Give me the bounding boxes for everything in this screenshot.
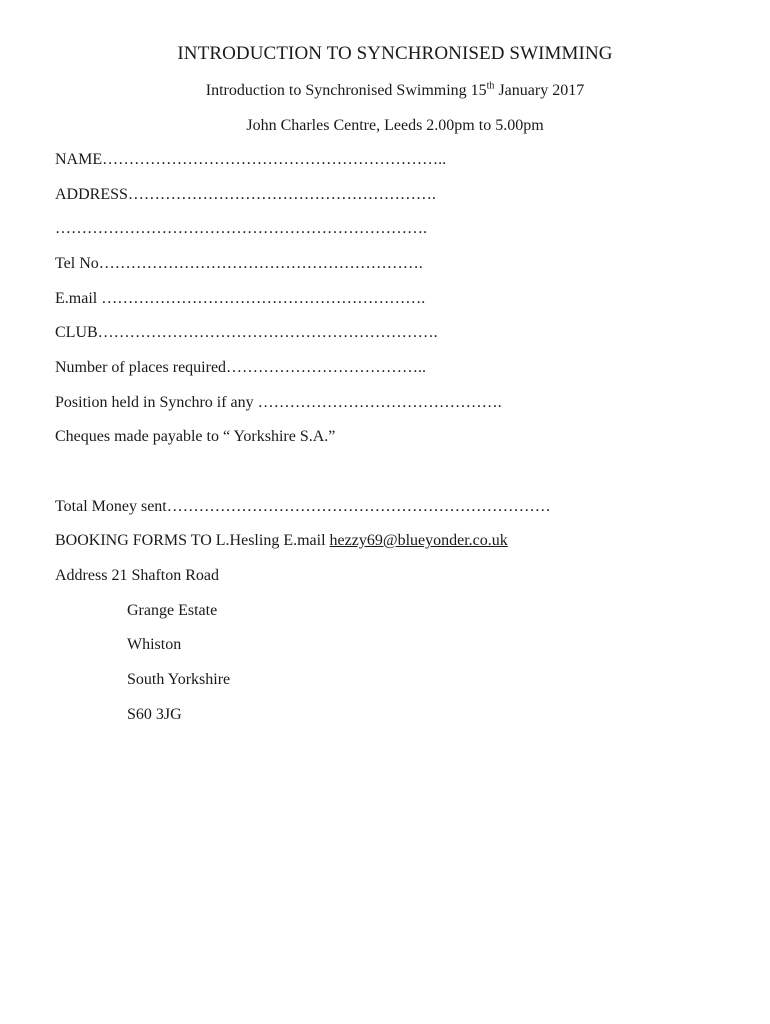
address-label: Address 21 Shafton Road: [55, 567, 219, 584]
address-continuation-field: …………………………………………………………….: [55, 220, 427, 237]
address-line-3: Whiston: [127, 636, 182, 653]
cheques-note: Cheques made payable to “ Yorkshire S.A.”: [55, 428, 336, 445]
email-field: E.mail …………………………………………………….: [55, 290, 426, 307]
address-line-2: Grange Estate: [127, 602, 218, 619]
event-day-suffix: th: [486, 80, 495, 92]
club-field: CLUB……………………………………………………….: [55, 324, 438, 341]
address-postcode: S60 3JG: [127, 706, 182, 723]
event-month-year: January 2017: [494, 82, 585, 99]
position-field: Position held in Synchro if any ……………………………………….: [55, 394, 502, 411]
event-prefix: Introduction to Synchronised Swimming 15: [205, 82, 487, 99]
booking-label: BOOKING FORMS TO L.Hesling E.mail: [55, 532, 330, 549]
name-field: NAME………………………………………………………..: [55, 151, 447, 168]
tel-field: Tel No…………………………………………………….: [55, 255, 423, 272]
booking-line: [55, 532, 508, 550]
address-field: ADDRESS………………………………………………….: [55, 186, 436, 203]
address-line-4: South Yorkshire: [127, 671, 231, 688]
booking-email-link[interactable]: hezzy69@blueyonder.co.uk: [329, 532, 508, 549]
event-date-line: [0, 82, 770, 100]
venue-time-line: John Charles Centre, Leeds 2.00pm to 5.00pm: [246, 117, 544, 134]
places-field: Number of places required………………………………..: [55, 359, 427, 376]
total-money-field: Total Money sent………………………………………………………………: [55, 498, 551, 515]
page-title: INTRODUCTION TO SYNCHRONISED SWIMMING: [177, 43, 613, 64]
